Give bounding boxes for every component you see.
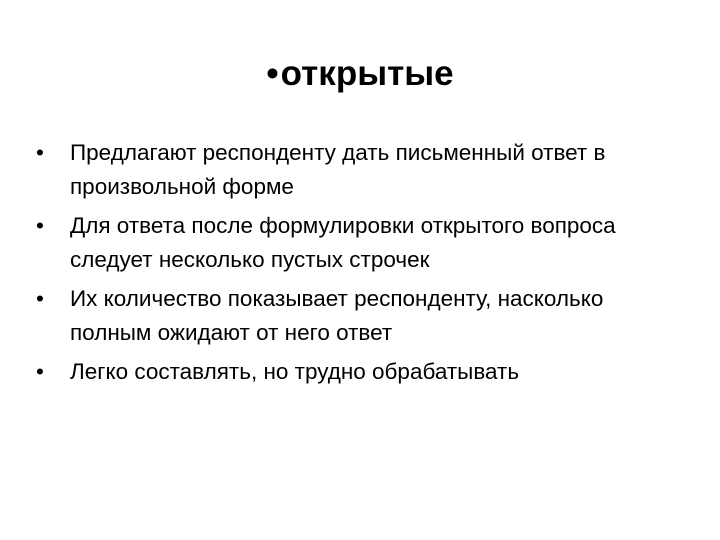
bullet-list <box>36 136 686 394</box>
bullet-marker: • <box>36 359 44 384</box>
bullet-marker: • <box>36 286 44 311</box>
title-text: открытые <box>280 54 454 93</box>
bullet-item <box>36 355 686 389</box>
bullet-text: Предлагают респонденту дать письменный ответ в произвольной форме <box>70 140 606 199</box>
bullet-marker: • <box>36 213 44 238</box>
bullet-text: Для ответа после формулировки открытого вопроса следует несколько пустых строчек <box>70 213 616 272</box>
bullet-text: Легко составлять, но трудно обрабатывать <box>70 359 520 384</box>
bullet-item <box>36 282 686 350</box>
bullet-item <box>36 209 686 277</box>
bullet-marker: • <box>36 140 44 165</box>
title-bullet: • <box>266 54 279 93</box>
bullet-item <box>36 136 686 204</box>
bullet-text: Их количество показывает респонденту, насколько полным ожидают от него ответ <box>70 286 604 345</box>
slide-title <box>0 44 720 104</box>
